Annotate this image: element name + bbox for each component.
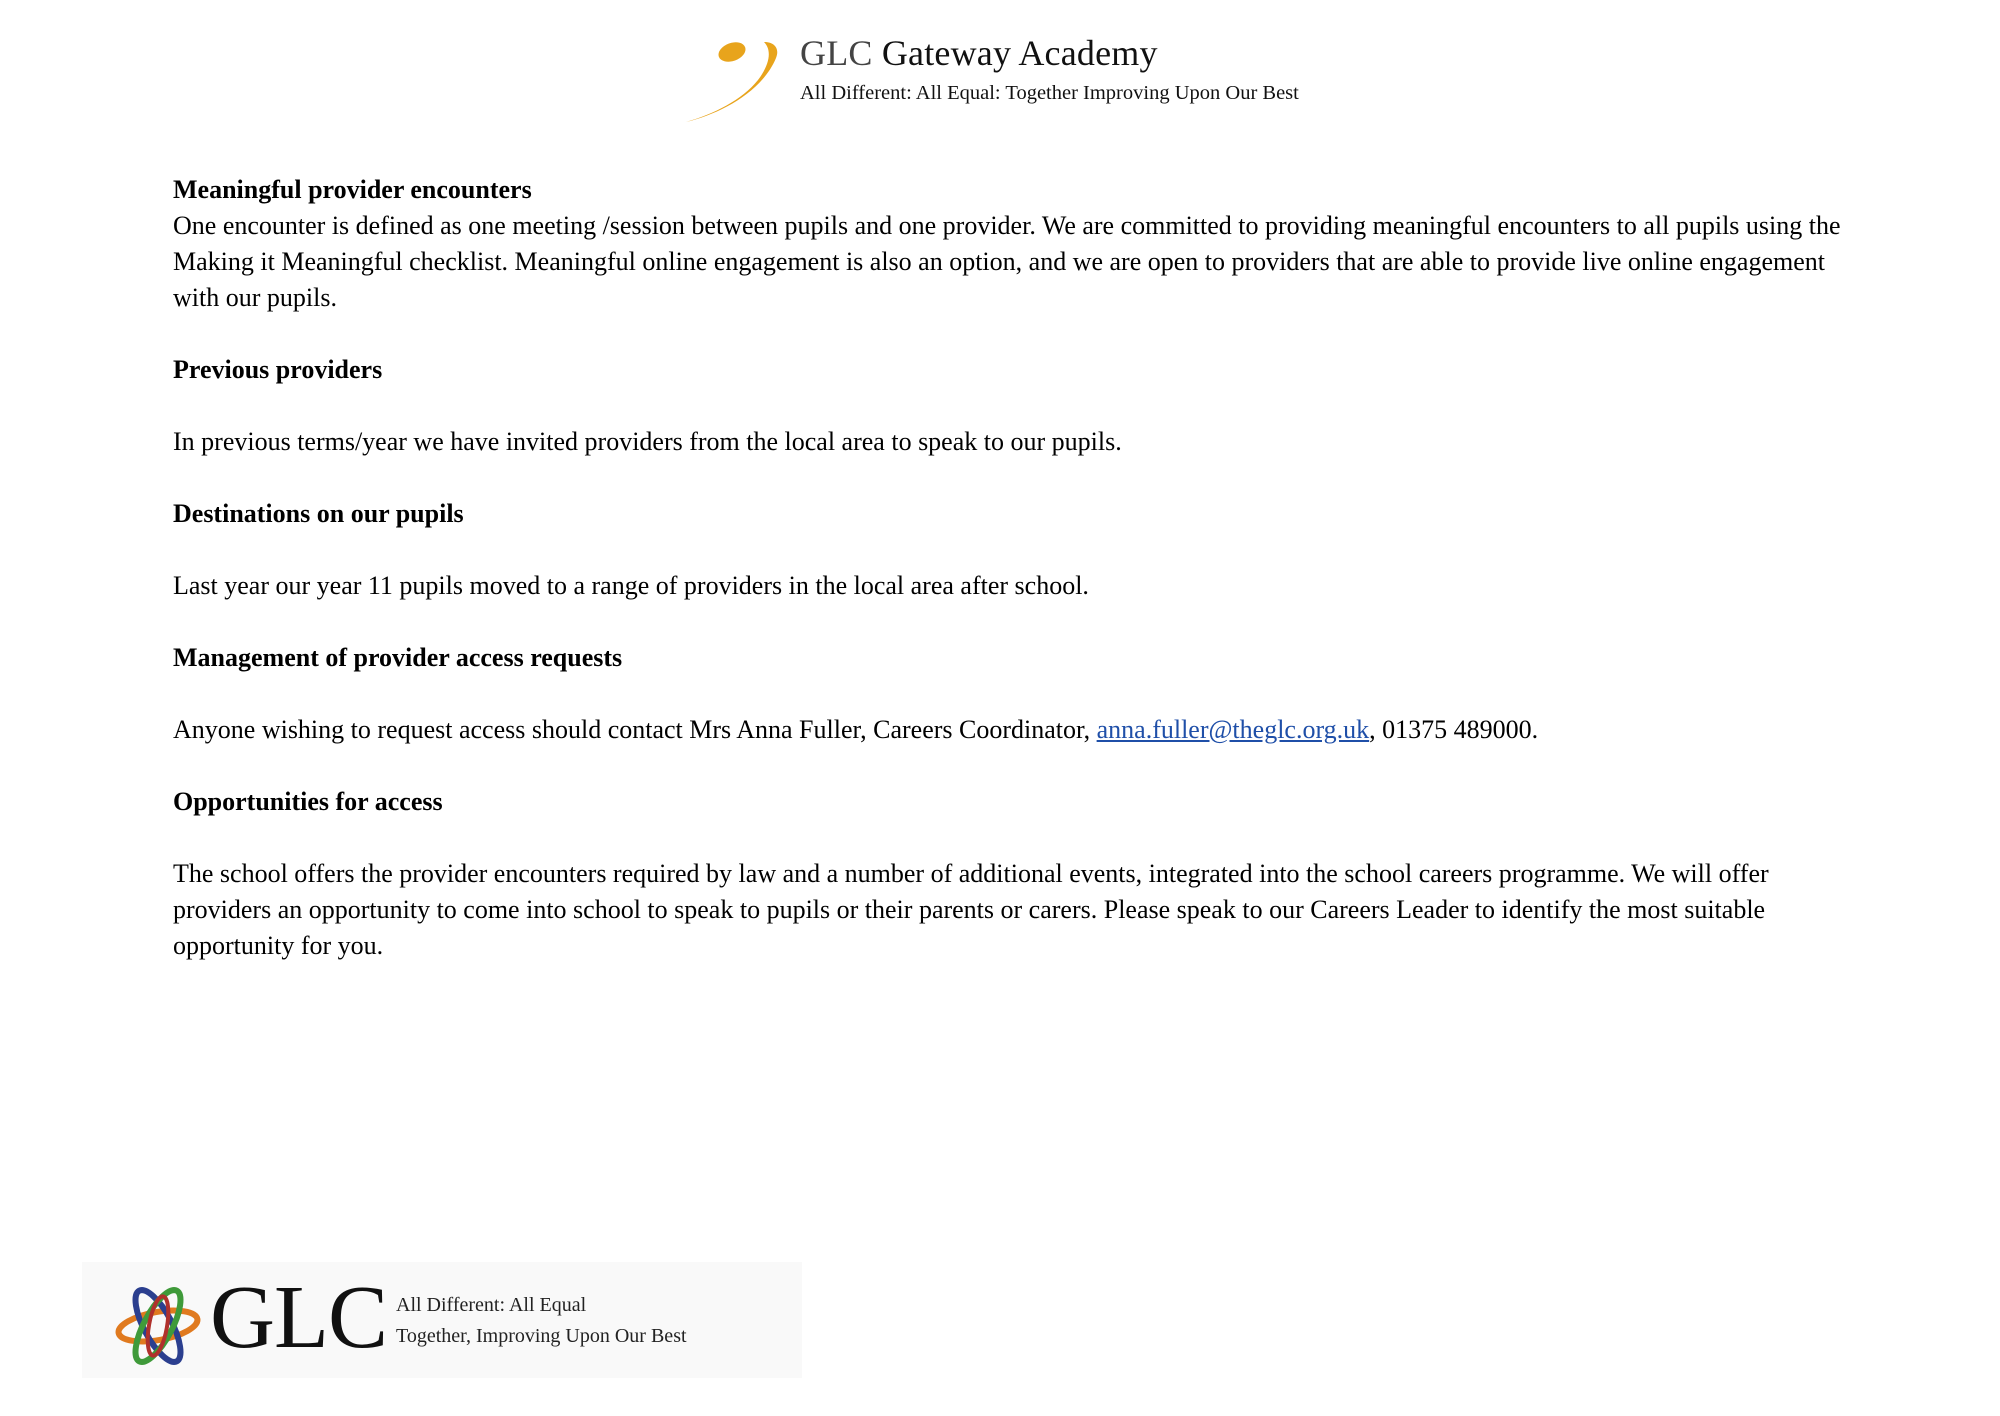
section-body-access-requests bbox=[173, 712, 1853, 748]
header-logo bbox=[680, 30, 1330, 130]
glc-star-logo-icon bbox=[110, 1280, 206, 1370]
glc-logo-text: GLC bbox=[210, 1268, 387, 1367]
section-body-encounters: One encounter is defined as one meeting /session between pupils and one provider. We are committed to providing meaningful encounters to all pupils using the Making it Meaningful checklist. Meaningful online engagement is also an option, and we are open to providers that are able to provide live online engagement with our pupils. bbox=[173, 211, 1841, 312]
section-body-previous-providers: In previous terms/year we have invited providers from the local area to speak to our pupils. bbox=[173, 427, 1122, 456]
contact-text: Anyone wishing to request access should contact Mrs Anna Fuller, Careers Coordinator, bbox=[173, 715, 1097, 744]
section-heading-destinations: Destinations on our pupils bbox=[173, 499, 464, 528]
section-heading-access-requests: Management of provider access requests bbox=[173, 643, 623, 672]
footer-motto-line2: Together, Improving Upon Our Best bbox=[396, 1325, 687, 1347]
section-body-opportunities: The school offers the provider encounters required by law and a number of additional events, integrated into the school careers programme. We will offer providers an opportunity to come into school to speak to pupils or their parents or carers. Please speak to our Careers Leader to identify the most suitable opportunity for you. bbox=[173, 859, 1769, 960]
swoosh-logo-icon bbox=[680, 34, 790, 126]
school-name-prefix: GLC bbox=[800, 33, 873, 73]
section-heading-opportunities: Opportunities for access bbox=[173, 787, 443, 816]
document-body bbox=[173, 172, 1853, 964]
footer-logo bbox=[82, 1262, 802, 1378]
school-name-main: Gateway Academy bbox=[881, 33, 1158, 73]
contact-phone-text: , 01375 489000. bbox=[1369, 715, 1539, 744]
section-body-destinations: Last year our year 11 pupils moved to a range of providers in the local area after school. bbox=[173, 571, 1089, 600]
school-name bbox=[800, 32, 1158, 74]
school-motto: All Different: All Equal: Together Improving Upon Our Best bbox=[800, 82, 1299, 104]
section-heading-previous-providers: Previous providers bbox=[173, 355, 383, 384]
footer-motto-line1: All Different: All Equal bbox=[396, 1294, 587, 1316]
section-heading-encounters: Meaningful provider encounters bbox=[173, 175, 532, 204]
contact-email-link[interactable]: anna.fuller@theglc.org.uk bbox=[1096, 715, 1370, 744]
